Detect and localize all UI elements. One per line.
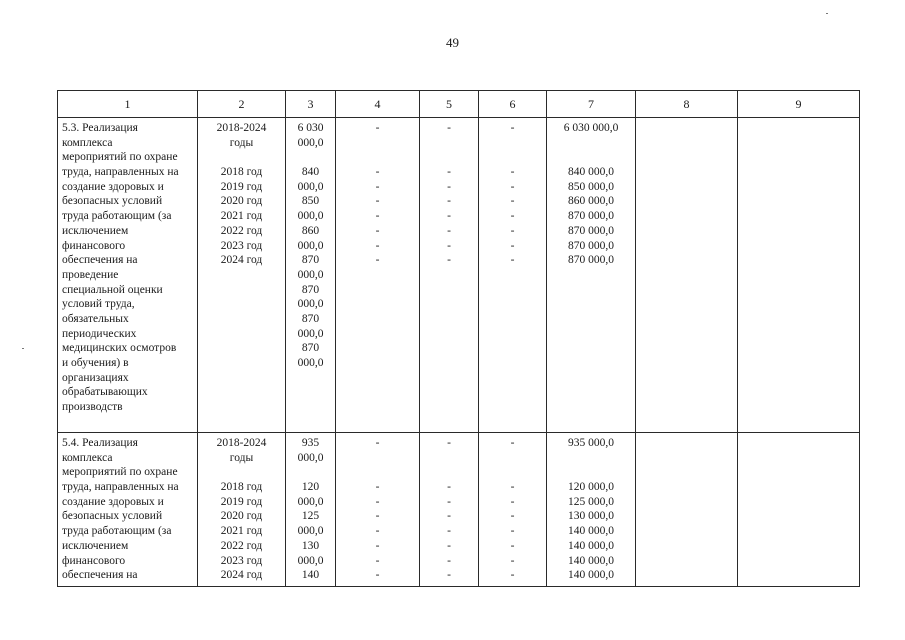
measure-name-line: финансового [62,239,126,252]
amount-line: 870 [301,342,320,355]
dash-mark: - [447,569,451,582]
period-unit: годы [229,136,254,149]
blank-line [340,136,415,151]
dash-cell [336,118,420,433]
total-cell [547,118,636,433]
dash-mark: - [510,254,515,267]
dash-cell [336,433,420,587]
measure-name-line: безопасных условий [62,195,163,208]
amount-line: 870 [301,283,320,296]
measure-name-line: и обучения) в [62,357,129,369]
empty-cell [636,118,738,433]
measure-name-line: обрабатывающих [62,386,148,399]
amount-line [290,465,331,480]
dash-mark: - [447,554,451,567]
blank-line [424,136,474,151]
measure-name-line: мероприятий по охране [62,151,178,164]
year-label: 2018 год [220,481,263,494]
measure-name-line: обеспечения на [62,254,138,267]
blank-line [483,150,542,165]
measure-name-line: создание здоровых и [62,180,164,193]
year-value: 125 000,0 [568,495,614,508]
measure-name-line: исключением [62,224,129,237]
dash-mark: - [510,122,515,134]
measure-name-line: обязательных [62,312,129,325]
budget-table [57,90,860,587]
period-cell [198,433,286,587]
amount-line: 000,0 [297,495,324,508]
dash-mark: - [375,122,380,134]
dash-mark: - [510,525,515,538]
measure-name-line: комплекса [62,136,113,149]
dash-mark: - [375,254,380,267]
amount-line: 000,0 [297,180,324,193]
year-value: 870 000,0 [568,239,614,252]
table-row [58,433,860,587]
amount-line: 000,0 [297,239,324,252]
amount-line: 870 [301,254,320,267]
measure-name-line: труда, направленных на [62,481,179,494]
year-label: 2020 год [220,195,263,208]
column-header: 5 [420,91,479,118]
amount-line: 6 030 [297,122,324,134]
year-value: 130 000,0 [568,510,614,523]
dash-mark: - [447,195,451,208]
measure-name-line: обеспечения на [62,569,138,582]
year-value: 870 000,0 [568,210,614,223]
amount-line: 000,0 [297,136,324,149]
dash-mark: - [510,569,515,582]
dash-mark: - [375,495,380,508]
year-label: 2019 год [220,495,263,508]
measure-name-line: финансового [62,554,126,567]
scan-speck [826,13,828,14]
dash-mark: - [375,539,380,552]
dash-mark: - [510,539,515,552]
amount-line: 140 [301,569,320,582]
blank-line [340,150,415,165]
dash-cell [420,433,479,587]
total-value: 935 000,0 [568,437,614,449]
measure-name-line: труда работающим (за [62,210,172,223]
dash-mark: - [447,180,451,193]
amount-line: 000,0 [297,554,324,567]
year-label: 2019 год [220,180,263,193]
dash-mark: - [375,554,380,567]
dash-mark: - [510,166,515,179]
dash-mark: - [510,239,515,252]
column-header: 2 [198,91,286,118]
dash-mark: - [375,525,380,538]
table-row [58,118,860,433]
amount-line: 840 [301,166,320,179]
blank-line [424,150,474,165]
measure-name-line: организациях [62,371,129,384]
page-number: 49 [446,35,459,50]
column-header: 3 [286,91,336,118]
year-label: 2024 год [220,569,263,582]
dash-mark: - [447,525,451,538]
dash-mark: - [447,166,451,179]
year-value: 140 000,0 [568,569,614,582]
amount-line [290,150,331,165]
scan-speck [22,348,24,349]
dash-mark: - [375,166,380,179]
year-label: 2022 год [220,224,263,237]
measure-name-line: периодических [62,327,137,340]
dash-mark: - [510,224,515,237]
dash-mark: - [510,510,515,523]
empty-cell [636,433,738,587]
dash-mark: - [510,554,515,567]
amount-line: 000,0 [297,327,324,340]
measure-name-line: проведение [62,268,119,281]
measure-name-line: труда работающим (за [62,525,172,538]
measure-name-line: исключением [62,539,129,552]
column-header: 7 [547,91,636,118]
dash-mark: - [375,239,380,252]
amount-line: 000,0 [297,268,324,281]
dash-mark: - [510,495,515,508]
year-label: 2023 год [220,239,263,252]
amount-line: 130 [301,539,320,552]
year-label: 2021 год [220,525,263,538]
dash-mark: - [447,122,451,134]
blank-line [483,465,542,480]
amount-line: 000,0 [297,451,324,464]
blank-line [424,465,474,480]
dash-mark: - [447,437,451,449]
dash-cell [479,118,547,433]
year-value: 140 000,0 [568,525,614,538]
year-value: 870 000,0 [568,224,614,237]
dash-mark: - [375,569,380,582]
period-range: 2018-2024 [216,437,267,449]
measure-name-cell [58,118,198,433]
total-cell [547,433,636,587]
dash-mark: - [510,210,515,223]
measure-name-line: безопасных условий [62,510,163,523]
amount-cell [286,433,336,587]
header-row [58,91,860,118]
dash-mark: - [447,239,451,252]
year-value: 140 000,0 [568,554,614,567]
amount-line: 000,0 [297,525,324,538]
measure-name-line: мероприятий по охране [62,466,178,479]
year-value: 840 000,0 [568,166,614,179]
dash-mark: - [447,254,451,267]
column-header: 8 [636,91,738,118]
dash-mark: - [375,180,380,193]
amount-line: 120 [301,481,320,494]
amount-line: 870 [301,312,320,325]
dash-mark: - [447,539,451,552]
dash-mark: - [510,481,515,494]
measure-name-cell [58,433,198,587]
dash-mark: - [447,495,451,508]
dash-mark: - [375,210,380,223]
blank-line [483,136,542,151]
year-label: 2020 год [220,510,263,523]
measure-name-line: условий труда, [62,298,135,311]
amount-line: 860 [301,224,320,237]
year-label: 2018 год [220,166,263,179]
amount-line: 000,0 [297,210,324,223]
dash-mark: - [510,437,515,449]
column-header: 1 [58,91,198,118]
year-value: 120 000,0 [568,481,614,494]
column-header: 6 [479,91,547,118]
amount-cell [286,118,336,433]
dash-mark: - [375,224,380,237]
year-label: 2022 год [220,539,263,552]
dash-mark: - [375,481,380,494]
year-label: 2023 год [220,554,263,567]
amount-line: 000,0 [297,357,324,369]
measure-name-line: медицинских осмотров [62,342,177,355]
dash-mark: - [447,510,451,523]
year-value: 860 000,0 [568,195,614,208]
amount-line: 850 [301,195,320,208]
year-label: 2021 год [220,210,263,223]
period-range: 2018-2024 [216,122,267,134]
dash-mark: - [375,510,380,523]
dash-cell [420,118,479,433]
year-value: 140 000,0 [568,539,614,552]
dash-mark: - [447,481,451,494]
dash-mark: - [510,180,515,193]
blank-line [483,451,542,466]
dash-mark: - [510,195,515,208]
amount-line: 935 [301,437,320,449]
total-value: 6 030 000,0 [563,122,619,134]
measure-name-line: 5.4. Реализация [62,437,138,449]
measure-name-line: труда, направленных на [62,166,179,179]
empty-cell [738,433,860,587]
amount-line: 000,0 [297,298,324,311]
year-label: 2024 год [220,254,263,267]
dash-mark: - [447,224,451,237]
measure-name-line: комплекса [62,451,113,464]
dash-mark: - [375,195,380,208]
measure-name-line: создание здоровых и [62,495,164,508]
column-header: 9 [738,91,860,118]
dash-mark: - [375,437,380,449]
blank-line [424,451,474,466]
amount-line: 125 [301,510,320,523]
year-value: 870 000,0 [568,254,614,267]
measure-name-line: производств [62,401,123,414]
measure-name-line: специальной оценки [62,283,163,296]
blank-line [340,451,415,466]
year-value: 850 000,0 [568,180,614,193]
measure-name-line: 5.3. Реализация [62,122,138,134]
period-cell [198,118,286,433]
period-unit: годы [229,451,254,464]
dash-mark: - [447,210,451,223]
empty-cell [738,118,860,433]
column-header: 4 [336,91,420,118]
dash-cell [479,433,547,587]
blank-line [340,465,415,480]
